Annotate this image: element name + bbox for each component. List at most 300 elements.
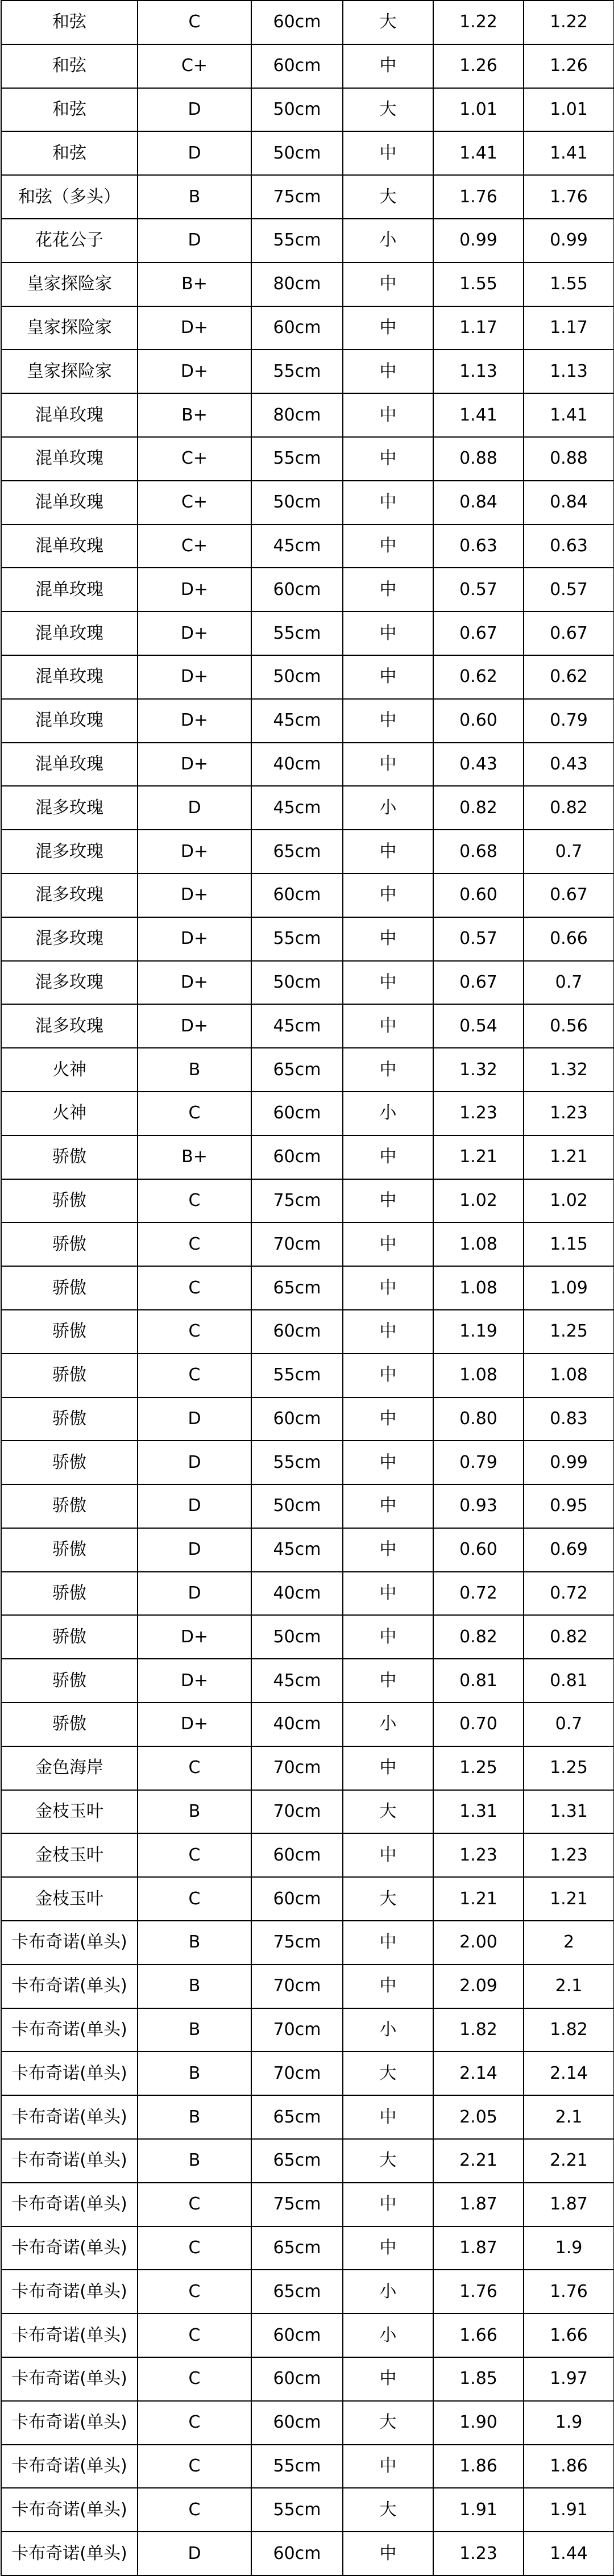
table-row (1, 393, 614, 437)
size-cell: 大 (343, 1790, 433, 1834)
price2-cell: 0.88 (524, 437, 614, 481)
price-cell: 0.88 (433, 437, 524, 481)
variety-cell: 骄傲 (1, 1659, 138, 1703)
price2-cell: 1.08 (524, 1354, 614, 1397)
table-row (1, 743, 614, 786)
grade-cell: D (138, 1528, 251, 1572)
price-cell: 0.82 (433, 786, 524, 830)
size-cell: 小 (343, 1092, 433, 1135)
price2-cell: 0.99 (524, 219, 614, 263)
price2-cell: 0.67 (524, 873, 614, 917)
price2-cell: 0.67 (524, 611, 614, 655)
grade-cell: D (138, 1572, 251, 1616)
length-cell: 65cm (251, 2139, 343, 2183)
size-cell: 中 (343, 1354, 433, 1397)
size-cell: 大 (343, 175, 433, 219)
grade-cell: C (138, 1179, 251, 1223)
size-cell: 大 (343, 2051, 433, 2095)
variety-cell: 混多玫瑰 (1, 786, 138, 830)
price-cell: 1.66 (433, 2313, 524, 2357)
variety-cell: 和弦（多头） (1, 175, 138, 219)
table-row (1, 1092, 614, 1135)
variety-cell: 混单玫瑰 (1, 655, 138, 699)
table-row (1, 349, 614, 393)
grade-cell: D (138, 786, 251, 830)
price2-cell: 2.1 (524, 2095, 614, 2139)
table-row (1, 1572, 614, 1616)
length-cell: 55cm (251, 2445, 343, 2488)
size-cell: 中 (343, 1921, 433, 1965)
variety-cell: 混单玫瑰 (1, 611, 138, 655)
length-cell: 50cm (251, 481, 343, 525)
length-cell: 65cm (251, 2227, 343, 2270)
price-cell: 0.67 (433, 611, 524, 655)
length-cell: 60cm (251, 1, 343, 44)
price-cell: 2.09 (433, 1965, 524, 2008)
size-cell: 小 (343, 2008, 433, 2052)
price2-cell: 1.32 (524, 1048, 614, 1092)
table-row (1, 88, 614, 132)
size-cell: 中 (343, 1833, 433, 1877)
price2-cell: 2 (524, 1921, 614, 1965)
length-cell: 50cm (251, 1484, 343, 1528)
grade-cell: C+ (138, 437, 251, 481)
size-cell: 中 (343, 830, 433, 873)
length-cell: 65cm (251, 1048, 343, 1092)
price-cell: 2.14 (433, 2051, 524, 2095)
variety-cell: 骄傲 (1, 1572, 138, 1616)
size-cell: 中 (343, 743, 433, 786)
price2-cell: 1.97 (524, 2357, 614, 2401)
price2-cell: 2.14 (524, 2051, 614, 2095)
size-cell: 中 (343, 2227, 433, 2270)
length-cell: 55cm (251, 611, 343, 655)
size-cell: 中 (343, 437, 433, 481)
length-cell: 60cm (251, 873, 343, 917)
price2-cell: 1.17 (524, 306, 614, 350)
table-row (1, 1921, 614, 1965)
price2-cell: 0.81 (524, 1659, 614, 1703)
grade-cell: C (138, 1877, 251, 1921)
price2-cell: 1.76 (524, 175, 614, 219)
grade-cell: C (138, 1833, 251, 1877)
size-cell: 中 (343, 131, 433, 175)
table-row (1, 1179, 614, 1223)
size-cell: 中 (343, 1397, 433, 1441)
variety-cell: 卡布奇诺(单头) (1, 1965, 138, 2008)
variety-cell: 混多玫瑰 (1, 961, 138, 1005)
table-row (1, 699, 614, 743)
length-cell: 60cm (251, 2401, 343, 2445)
grade-cell: C (138, 2401, 251, 2445)
price-cell: 1.76 (433, 175, 524, 219)
price-cell: 0.99 (433, 219, 524, 263)
variety-cell: 骄傲 (1, 1354, 138, 1397)
length-cell: 60cm (251, 1310, 343, 1354)
table-row (1, 1310, 614, 1354)
grade-cell: C (138, 1, 251, 44)
variety-cell: 皇家探险家 (1, 349, 138, 393)
length-cell: 70cm (251, 2008, 343, 2052)
grade-cell: D+ (138, 306, 251, 350)
price-cell: 1.32 (433, 1048, 524, 1092)
price2-cell: 0.83 (524, 1397, 614, 1441)
price2-cell: 0.99 (524, 1441, 614, 1484)
table-row (1, 1833, 614, 1877)
price2-cell: 1.21 (524, 1135, 614, 1179)
variety-cell: 混单玫瑰 (1, 568, 138, 611)
grade-cell: D (138, 2532, 251, 2575)
price-cell: 0.60 (433, 873, 524, 917)
length-cell: 45cm (251, 1659, 343, 1703)
grade-cell: B (138, 2051, 251, 2095)
length-cell: 80cm (251, 263, 343, 306)
size-cell: 中 (343, 1004, 433, 1048)
variety-cell: 卡布奇诺(单头) (1, 2313, 138, 2357)
price-cell: 1.85 (433, 2357, 524, 2401)
variety-cell: 卡布奇诺(单头) (1, 2227, 138, 2270)
price2-cell: 1.01 (524, 88, 614, 132)
table-row (1, 1703, 614, 1746)
grade-cell: D (138, 1397, 251, 1441)
size-cell: 大 (343, 2139, 433, 2183)
length-cell: 50cm (251, 655, 343, 699)
table-row (1, 2183, 614, 2227)
price-cell: 1.86 (433, 2445, 524, 2488)
price2-cell: 0.66 (524, 917, 614, 961)
price2-cell: 1.66 (524, 2313, 614, 2357)
length-cell: 65cm (251, 2270, 343, 2313)
grade-cell: B (138, 2008, 251, 2052)
price2-cell: 1.26 (524, 44, 614, 88)
price2-cell: 0.56 (524, 1004, 614, 1048)
table-row (1, 2357, 614, 2401)
price-cell: 0.70 (433, 1703, 524, 1746)
variety-cell: 卡布奇诺(单头) (1, 2270, 138, 2313)
price2-cell: 1.55 (524, 263, 614, 306)
variety-cell: 骄傲 (1, 1397, 138, 1441)
grade-cell: D (138, 88, 251, 132)
size-cell: 中 (343, 481, 433, 525)
grade-cell: D+ (138, 568, 251, 611)
price2-cell: 2.21 (524, 2139, 614, 2183)
size-cell: 中 (343, 1615, 433, 1659)
length-cell: 60cm (251, 568, 343, 611)
price2-cell: 1.13 (524, 349, 614, 393)
length-cell: 55cm (251, 219, 343, 263)
grade-cell: B (138, 1965, 251, 2008)
price-cell: 2.05 (433, 2095, 524, 2139)
grade-cell: C (138, 1354, 251, 1397)
size-cell: 中 (343, 2095, 433, 2139)
table-row (1, 481, 614, 525)
price-cell: 0.82 (433, 1615, 524, 1659)
variety-cell: 混多玫瑰 (1, 830, 138, 873)
price2-cell: 0.7 (524, 830, 614, 873)
price-cell: 1.23 (433, 1833, 524, 1877)
price-cell: 1.08 (433, 1222, 524, 1266)
variety-cell: 金枝玉叶 (1, 1877, 138, 1921)
length-cell: 50cm (251, 131, 343, 175)
table-row (1, 2488, 614, 2532)
grade-cell: B+ (138, 393, 251, 437)
price-cell: 2.21 (433, 2139, 524, 2183)
price-cell: 0.57 (433, 568, 524, 611)
size-cell: 中 (343, 2183, 433, 2227)
table-row (1, 2313, 614, 2357)
price2-cell: 1.02 (524, 1179, 614, 1223)
price-cell: 1.41 (433, 393, 524, 437)
size-cell: 中 (343, 306, 433, 350)
table-row (1, 2095, 614, 2139)
size-cell: 中 (343, 611, 433, 655)
price-cell: 1.26 (433, 44, 524, 88)
size-cell: 大 (343, 88, 433, 132)
size-cell: 中 (343, 1441, 433, 1484)
length-cell: 65cm (251, 1266, 343, 1310)
price2-cell: 1.25 (524, 1746, 614, 1790)
length-cell: 45cm (251, 525, 343, 568)
table-row (1, 2401, 614, 2445)
variety-cell: 混单玫瑰 (1, 437, 138, 481)
variety-cell: 卡布奇诺(单头) (1, 2051, 138, 2095)
size-cell: 大 (343, 1877, 433, 1921)
table-row (1, 568, 614, 611)
variety-cell: 混单玫瑰 (1, 525, 138, 568)
table-row (1, 1397, 614, 1441)
table-row (1, 917, 614, 961)
variety-cell: 卡布奇诺(单头) (1, 2095, 138, 2139)
price-cell: 1.17 (433, 306, 524, 350)
variety-cell: 卡布奇诺(单头) (1, 2008, 138, 2052)
table-row (1, 1615, 614, 1659)
size-cell: 小 (343, 1703, 433, 1746)
grade-cell: C (138, 2488, 251, 2532)
size-cell: 中 (343, 2532, 433, 2575)
size-cell: 大 (343, 2488, 433, 2532)
table-row (1, 2139, 614, 2183)
length-cell: 55cm (251, 1354, 343, 1397)
size-cell: 中 (343, 1659, 433, 1703)
grade-cell: C (138, 2445, 251, 2488)
price-cell: 1.01 (433, 88, 524, 132)
size-cell: 中 (343, 1965, 433, 2008)
size-cell: 中 (343, 1572, 433, 1616)
length-cell: 60cm (251, 1877, 343, 1921)
price-cell: 1.21 (433, 1877, 524, 1921)
grade-cell: C (138, 1746, 251, 1790)
price-cell: 2.00 (433, 1921, 524, 1965)
price2-cell: 0.84 (524, 481, 614, 525)
price-cell: 1.19 (433, 1310, 524, 1354)
length-cell: 60cm (251, 306, 343, 350)
price2-cell: 1.41 (524, 393, 614, 437)
grade-cell: B (138, 1790, 251, 1834)
table-row (1, 44, 614, 88)
grade-cell: B+ (138, 263, 251, 306)
grade-cell: D+ (138, 1615, 251, 1659)
variety-cell: 卡布奇诺(单头) (1, 2357, 138, 2401)
grade-cell: B (138, 175, 251, 219)
size-cell: 中 (343, 699, 433, 743)
length-cell: 75cm (251, 2183, 343, 2227)
variety-cell: 卡布奇诺(单头) (1, 2139, 138, 2183)
size-cell: 中 (343, 1179, 433, 1223)
table-row (1, 131, 614, 175)
variety-cell: 和弦 (1, 44, 138, 88)
table-row (1, 1877, 614, 1921)
price2-cell: 1.09 (524, 1266, 614, 1310)
size-cell: 小 (343, 786, 433, 830)
price2-cell: 2.1 (524, 1965, 614, 2008)
price2-cell: 0.79 (524, 699, 614, 743)
price2-cell: 1.82 (524, 2008, 614, 2052)
price2-cell: 0.82 (524, 1615, 614, 1659)
price-cell: 1.82 (433, 2008, 524, 2052)
size-cell: 中 (343, 568, 433, 611)
size-cell: 中 (343, 263, 433, 306)
grade-cell: D+ (138, 699, 251, 743)
length-cell: 75cm (251, 175, 343, 219)
grade-cell: D+ (138, 1703, 251, 1746)
size-cell: 小 (343, 2270, 433, 2313)
variety-cell: 卡布奇诺(单头) (1, 2532, 138, 2575)
variety-cell: 和弦 (1, 1, 138, 44)
size-cell: 中 (343, 1310, 433, 1354)
price2-cell: 1.22 (524, 1, 614, 44)
variety-cell: 金色海岸 (1, 1746, 138, 1790)
size-cell: 中 (343, 917, 433, 961)
grade-cell: C (138, 2313, 251, 2357)
price2-cell: 1.15 (524, 1222, 614, 1266)
grade-cell: B (138, 2139, 251, 2183)
table-row (1, 1048, 614, 1092)
table-row (1, 1354, 614, 1397)
table-row (1, 219, 614, 263)
grade-cell: C+ (138, 481, 251, 525)
length-cell: 50cm (251, 1615, 343, 1659)
table-row (1, 437, 614, 481)
grade-cell: D+ (138, 1659, 251, 1703)
table-row (1, 1484, 614, 1528)
price2-cell: 1.21 (524, 1877, 614, 1921)
price-cell: 0.84 (433, 481, 524, 525)
length-cell: 70cm (251, 1790, 343, 1834)
table-row (1, 655, 614, 699)
price-cell: 1.55 (433, 263, 524, 306)
length-cell: 70cm (251, 1222, 343, 1266)
price-cell: 1.76 (433, 2270, 524, 2313)
price2-cell: 0.72 (524, 1572, 614, 1616)
table-row (1, 611, 614, 655)
table-row (1, 2227, 614, 2270)
table-row (1, 263, 614, 306)
price-cell: 1.08 (433, 1354, 524, 1397)
length-cell: 45cm (251, 786, 343, 830)
length-cell: 60cm (251, 1135, 343, 1179)
variety-cell: 卡布奇诺(单头) (1, 2183, 138, 2227)
variety-cell: 金枝玉叶 (1, 1833, 138, 1877)
table-row (1, 2445, 614, 2488)
variety-cell: 骄傲 (1, 1310, 138, 1354)
grade-cell: C (138, 1310, 251, 1354)
length-cell: 45cm (251, 1004, 343, 1048)
grade-cell: D+ (138, 1004, 251, 1048)
variety-cell: 皇家探险家 (1, 306, 138, 350)
price-cell: 1.23 (433, 2532, 524, 2575)
length-cell: 40cm (251, 1703, 343, 1746)
size-cell: 中 (343, 1135, 433, 1179)
size-cell: 中 (343, 1484, 433, 1528)
price-cell: 0.72 (433, 1572, 524, 1616)
grade-cell: D (138, 1484, 251, 1528)
price2-cell: 1.23 (524, 1833, 614, 1877)
size-cell: 中 (343, 655, 433, 699)
variety-cell: 卡布奇诺(单头) (1, 1921, 138, 1965)
table-row (1, 1266, 614, 1310)
table-row (1, 1659, 614, 1703)
size-cell: 中 (343, 44, 433, 88)
variety-cell: 火神 (1, 1048, 138, 1092)
grade-cell: D+ (138, 349, 251, 393)
length-cell: 55cm (251, 2488, 343, 2532)
variety-cell: 和弦 (1, 131, 138, 175)
price2-cell: 0.7 (524, 1703, 614, 1746)
size-cell: 中 (343, 961, 433, 1005)
price2-cell: 1.23 (524, 1092, 614, 1135)
length-cell: 40cm (251, 1572, 343, 1616)
table-row (1, 1790, 614, 1834)
price2-cell: 1.86 (524, 2445, 614, 2488)
variety-cell: 混单玫瑰 (1, 393, 138, 437)
table-row (1, 1222, 614, 1266)
grade-cell: B+ (138, 1135, 251, 1179)
variety-cell: 火神 (1, 1092, 138, 1135)
variety-cell: 花花公子 (1, 219, 138, 263)
size-cell: 中 (343, 1266, 433, 1310)
table-row (1, 1441, 614, 1484)
grade-cell: B (138, 1048, 251, 1092)
grade-cell: D+ (138, 961, 251, 1005)
variety-cell: 混单玫瑰 (1, 481, 138, 525)
length-cell: 55cm (251, 917, 343, 961)
length-cell: 80cm (251, 393, 343, 437)
size-cell: 中 (343, 525, 433, 568)
variety-cell: 混多玫瑰 (1, 873, 138, 917)
table-row (1, 1004, 614, 1048)
price-cell: 1.87 (433, 2227, 524, 2270)
table-row (1, 1746, 614, 1790)
price2-cell: 0.95 (524, 1484, 614, 1528)
price2-cell: 0.63 (524, 525, 614, 568)
table-row (1, 873, 614, 917)
price-cell: 1.87 (433, 2183, 524, 2227)
price-cell: 1.25 (433, 1746, 524, 1790)
price2-cell: 1.87 (524, 2183, 614, 2227)
variety-cell: 金枝玉叶 (1, 1790, 138, 1834)
price-cell: 0.93 (433, 1484, 524, 1528)
price-cell: 0.57 (433, 917, 524, 961)
price-cell: 1.41 (433, 131, 524, 175)
price-cell: 0.81 (433, 1659, 524, 1703)
length-cell: 60cm (251, 2532, 343, 2575)
price2-cell: 1.9 (524, 2401, 614, 2445)
table-row (1, 525, 614, 568)
length-cell: 60cm (251, 44, 343, 88)
variety-cell: 骄傲 (1, 1179, 138, 1223)
grade-cell: D (138, 1441, 251, 1484)
price-cell: 0.54 (433, 1004, 524, 1048)
